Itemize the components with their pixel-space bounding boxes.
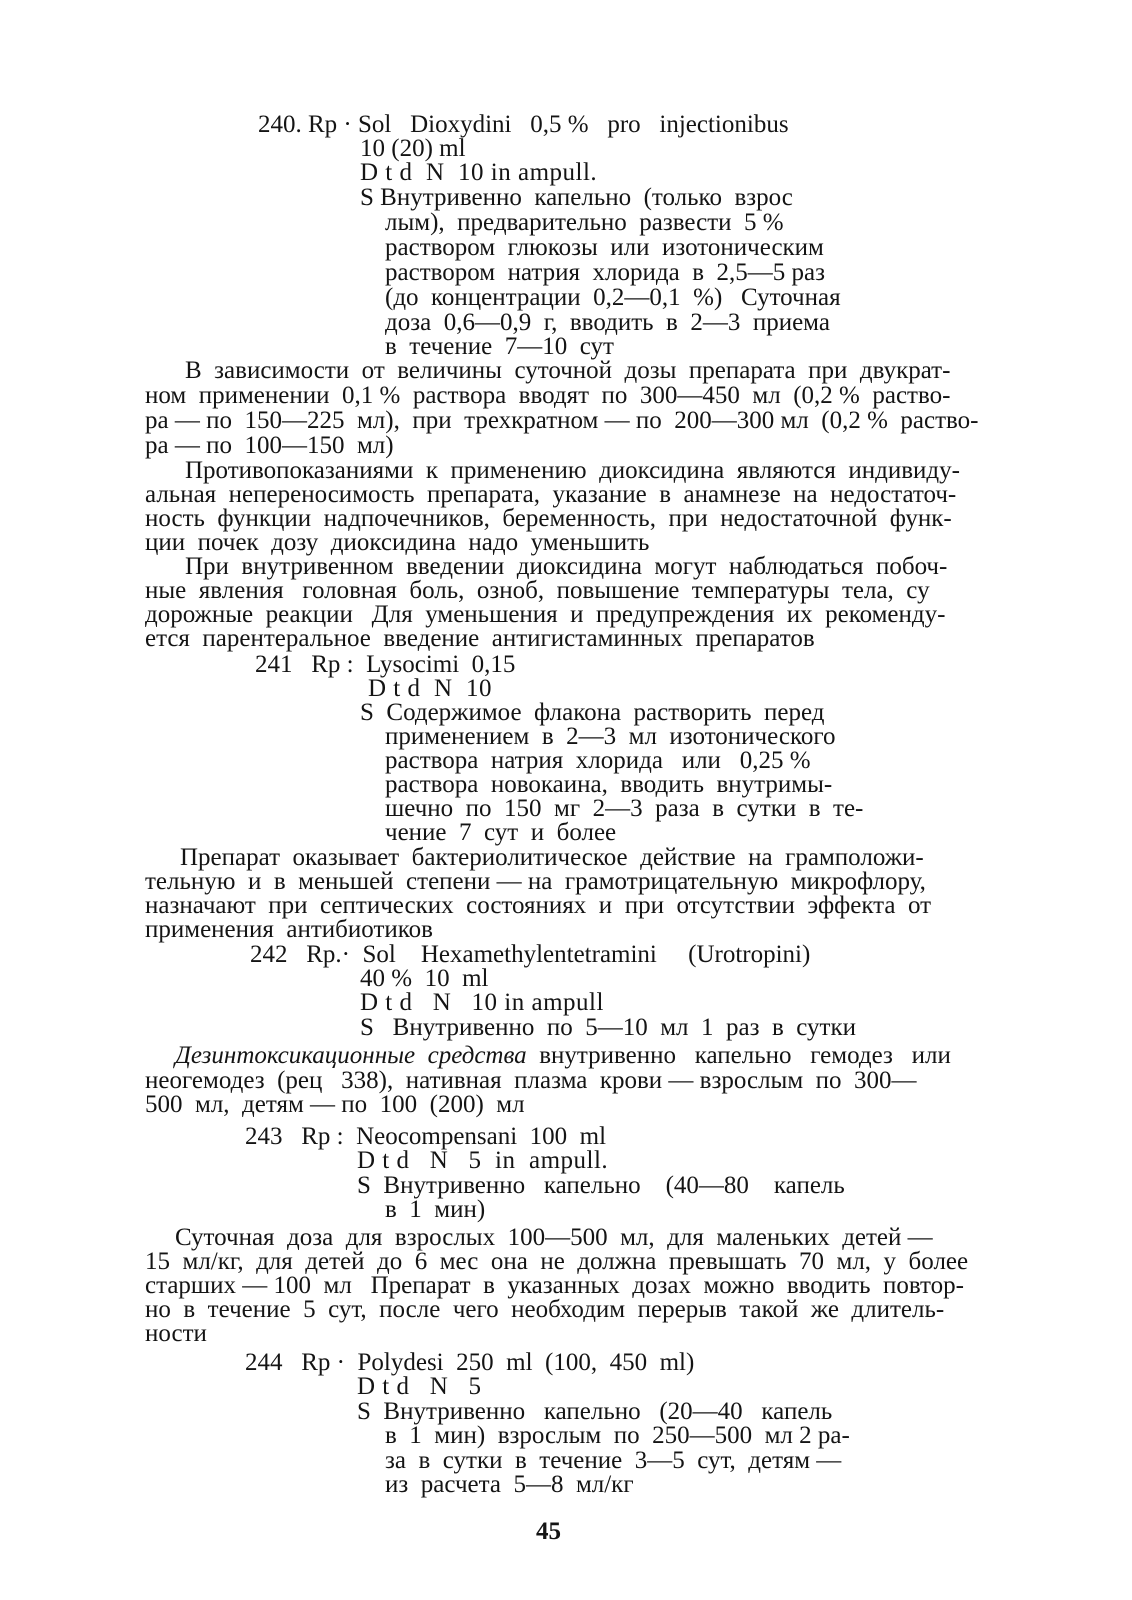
rx241-header: 241 Rp : Lysocimi 0,15 (255, 651, 516, 678)
paragraph-line: В зависимости от величины суточной дозы препарата при двукрат- (185, 357, 951, 384)
rx240-line: D t d N 10 in ampull. (360, 159, 598, 186)
rx244-line: D t d N 5 (357, 1373, 482, 1400)
paragraph-line (175, 1043, 951, 1068)
rx240-line: (до концентрации 0,2—0,1 %) Суточная (385, 284, 841, 311)
rx240-line: S Внутривенно капельно (только взрос (360, 184, 793, 211)
paragraph-line: При внутривенном введении диоксидина могут наблюдаться побоч- (185, 553, 948, 580)
detox-italic-term: Дезинтоксикационные средства (175, 1042, 527, 1069)
rx240-line: раствором глюкозы или изотоническим (385, 234, 824, 261)
rx244-line: S Внутривенно капельно (20—40 капель (357, 1398, 833, 1425)
rx240-line: доза 0,6—0,9 г, вводить в 2—3 приема (385, 309, 830, 336)
paragraph-line: дорожные реакции Для уменьшения и предупреждения их рекоменду- (145, 601, 946, 628)
rx243-header: 243 Rp : Neocompensani 100 ml (245, 1123, 607, 1150)
paragraph-line: 15 мл/кг, для детей до 6 мес она не должна превышать 70 мл, у более (145, 1248, 969, 1275)
paragraph-line: но в течение 5 сут, после чего необходим перерыв такой же длитель- (145, 1296, 945, 1323)
rx241-line: D t d N 10 (368, 675, 493, 702)
paragraph-line: применения антибиотиков (145, 916, 433, 943)
paragraph-line: ется парентеральное введение антигистаминных препаратов (145, 625, 815, 652)
rx241-line: раствора натрия хлорида или 0,25 % (385, 747, 811, 774)
rx244-line: из расчета 5—8 мл/кг (385, 1471, 634, 1498)
paragraph-line: Препарат оказывает бактериолитическое действие на грамположи- (180, 844, 924, 871)
rx243-line: S Внутривенно капельно (40—80 капель (357, 1172, 845, 1199)
paragraph-line: альная непереносимость препарата, указание в анамнезе на недостаточ- (145, 481, 957, 508)
rx240-line: раствором натрия хлорида в 2,5—5 раз (385, 259, 825, 286)
paragraph-line: ность функции надпочечников, беременность, при недостаточной функ- (145, 505, 952, 532)
rx244-header: 244 Rp · Polydesi 250 ml (100, 450 ml) (245, 1349, 695, 1376)
paragraph-line: ном применении 0,1 % раствора вводят по 300—450 мл (0,2 % раство- (145, 382, 951, 409)
page-number: 45 (536, 1518, 561, 1545)
rx240-line: лым), предварительно развести 5 % (385, 209, 784, 236)
rx240-header: 240. Rp · Sol Dioxydini 0,5 % pro injectionibus (258, 111, 789, 138)
paragraph-line: ра — по 100—150 мл) (145, 432, 394, 459)
rx241-line: S Содержимое флакона растворить перед (360, 699, 825, 726)
paragraph-line: тельную и в меньшей степени — на грамотрицательную микрофлору, (145, 868, 926, 895)
rx242-line: S Внутривенно по 5—10 мл 1 раз в сутки (360, 1014, 856, 1041)
paragraph-line: неогемодез (рец 338), нативная плазма крови — взрослым по 300— (145, 1067, 917, 1094)
paragraph-line: 500 мл, детям — по 100 (200) мл (145, 1091, 525, 1118)
rx241-line: чение 7 сут и более (385, 819, 617, 846)
rx243-line: в 1 мин) (385, 1196, 486, 1223)
rx241-line: раствора новокаина, вводить внутримы- (385, 771, 833, 798)
paragraph-line: старших — 100 мл Препарат в указанных дозах можно вводить повтор- (145, 1272, 964, 1299)
paragraph-line: ра — по 150—225 мл), при трехкратном — по 200—300 мл (0,2 % раство- (145, 407, 979, 434)
paragraph-line: ции почек дозу диоксидина надо уменьшить (145, 529, 650, 556)
rx242-line: D t d N 10 in ampull (360, 989, 604, 1016)
detox-line-rest: внутривенно капельно гемодез или (526, 1042, 951, 1069)
rx243-line: D t d N 5 in ampull. (357, 1147, 609, 1174)
rx242-line: 40 % 10 ml (360, 965, 489, 992)
paragraph-line: ности (145, 1320, 207, 1347)
paragraph-line: Противопоказаниями к применению диоксидина являются индивиду- (185, 457, 960, 484)
rx240-line: 10 (20) ml (360, 135, 466, 162)
rx241-line: применением в 2—3 мл изотонического (385, 723, 836, 750)
paragraph-line: назначают при септических состояниях и при отсутствии эффекта от (145, 892, 932, 919)
rx242-header: 242 Rp.· Sol Hexamethylentetramini (Urotropini) (250, 941, 811, 968)
rx244-line: за в сутки в течение 3—5 сут, детям — (385, 1447, 842, 1474)
paragraph-line: Суточная доза для взрослых 100—500 мл, для маленьких детей — (175, 1224, 933, 1251)
paragraph-line: ные явления головная боль, озноб, повышение температуры тела, су (145, 577, 930, 604)
rx241-line: шечно по 150 мг 2—3 раза в сутки в те- (385, 795, 864, 822)
rx244-line: в 1 мин) взрослым по 250—500 мл 2 ра- (385, 1422, 850, 1449)
rx240-line: в течение 7—10 сут (385, 333, 614, 360)
